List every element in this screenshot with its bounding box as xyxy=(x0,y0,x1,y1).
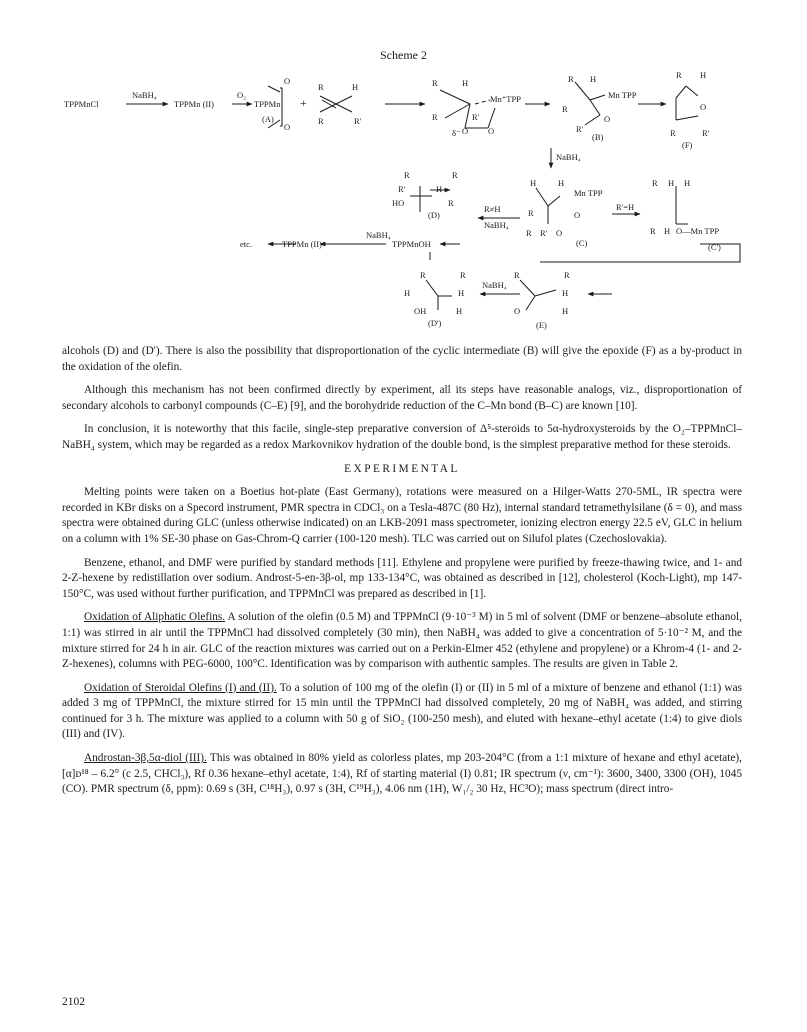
h-label: H xyxy=(558,178,565,188)
e-label: (E) xyxy=(536,320,547,330)
paragraph: Benzene, ethanol, and DMF were purified by standard methods [11]. Ethylene and propylene were purified by freeze-thawing twice, and 1- and 2-Z-hexene by redistillation over sodium. Androst-5-en-3β-ol, mp 133-134°C, was obtained as described in [12], cholesterol (Koch-Light), mp 147-150°C, was used without further purification, and TPPMnCl was prepared as described in [1]. xyxy=(62,556,742,600)
paragraph: In conclusion, it is noteworthy that this facile, single-step preparative conversion of Δ⁵-steroids to 5α-hydroxysteroids by the O₂–TPPMnCl–NaBH₄ system, which may be regarded as a redox Markovnikov hydration of the double bond, is the simplest preparative method for these steroids. xyxy=(62,423,742,451)
h-label: H xyxy=(456,306,463,316)
r-prime-eq-h-label: R'=H xyxy=(616,202,635,212)
h-label: H xyxy=(664,226,671,236)
r-prime-label: R' xyxy=(540,228,548,238)
paragraph xyxy=(62,681,742,743)
b-label: (B) xyxy=(592,132,604,142)
r-label: R xyxy=(448,198,454,208)
r-label: R xyxy=(562,104,568,114)
r-label: R xyxy=(432,112,438,122)
paragraph: Although this mechanism has not been confirmed directly by experiment, all its steps have reasonable analogs, viz., disproportionation of secondary alcohols to carbonyl compounds (C–E) [9], and the borohydride reduction of the C–Mn bond (B–C) are known [10]. xyxy=(62,384,742,412)
article-body xyxy=(62,344,742,806)
o-label: O xyxy=(462,126,469,136)
oh-label: OH xyxy=(414,306,427,316)
delta-minus-label: δ⁻ xyxy=(452,128,461,138)
h-label: H xyxy=(684,178,691,188)
etc-label: etc. xyxy=(240,239,253,249)
paragraph: alcohols (D) and (D'). There is also the possibility that disproportionation of the cyclic intermediate (B) will give the epoxide (F) as a by-product in the oxidation of the olefin. xyxy=(62,345,742,373)
r-label: R xyxy=(404,170,410,180)
r-label: R xyxy=(652,178,658,188)
mn-tpp-label: Mn TPP xyxy=(574,188,603,198)
reaction-scheme-diagram xyxy=(0,0,807,340)
o-label: O xyxy=(574,210,581,220)
r-prime-label: R' xyxy=(702,128,710,138)
r-prime-label: R' xyxy=(472,112,480,122)
paragraph-text: To a solution of 100 mg of the olefin (I) or (II) in 5 ml of a mixture of benzene and ethanol (1:1) was added 3 mg of TPPMnCl, the mixture stirred for 15 min until the TPPMnCl had dissolved completely, 20 mg of NaBH₄ was added, and stirring continued for 3 h. The mixture was applied to a column with 50 g of SiO₂ (100-250 mesh), and eluted with hexane–ethyl acetate (1:4) to give diols (III) and (IV). xyxy=(62,681,742,741)
r-prime-label: R' xyxy=(354,116,362,126)
paragraph xyxy=(62,610,742,672)
nabh4-label: NaBH₄ xyxy=(482,280,507,290)
section-heading-experimental: EXPERIMENTAL xyxy=(344,462,460,475)
subsection-heading: Oxidation of Steroidal Olefins (I) and (II). xyxy=(84,681,277,694)
d-prime-label: (D') xyxy=(428,318,442,328)
h-label: H xyxy=(668,178,675,188)
r-label: R xyxy=(564,270,570,280)
tppmncl-label: TPPMnCl xyxy=(64,99,99,109)
o-label: O xyxy=(700,102,707,112)
scheme-title: Scheme 2 xyxy=(380,48,427,62)
o-label: O xyxy=(488,126,495,136)
r-label: R xyxy=(452,170,458,180)
nabh4-label: NaBH₄ xyxy=(484,220,509,230)
r-label: R xyxy=(318,116,324,126)
r-prime-label: R' xyxy=(576,124,584,134)
mn-tpp-plus-label: Mn⁺TPP xyxy=(490,94,521,104)
o-label: O xyxy=(556,228,563,238)
subsection-heading: Oxidation of Aliphatic Olefins. xyxy=(84,611,226,624)
h-label: H xyxy=(436,184,443,194)
o-label: O xyxy=(514,306,521,316)
paragraph xyxy=(62,751,742,798)
r-label: R xyxy=(460,270,466,280)
r-prime-label: R' xyxy=(398,184,406,194)
mn-tpp-label: Mn TPP xyxy=(608,90,637,100)
o2-label: O₂ xyxy=(237,90,247,100)
o-label: O xyxy=(284,122,291,132)
nabh4-label: NaBH₄ xyxy=(556,152,581,162)
tppmn-label: TPPMn xyxy=(254,99,281,109)
tppmn-ii-label: TPPMn (II) xyxy=(174,99,214,109)
r-label: R xyxy=(514,270,520,280)
r-label: R xyxy=(318,82,324,92)
o-mn-tpp-label: O—Mn TPP xyxy=(676,226,720,236)
paragraph-text: This was obtained in 80% yield as colorless plates, mp 203-204°C (from a 1:1 mixture of hexane and ethyl acetate), [α]ᴅ¹⁸ – 6.2° (c 2.5, CHCl₃), Rf 0.36 hexane–ethyl acetate, 1:4), Rf of starting material (I) 0.81; IR spectrum (ν, cm⁻¹): 3600, 3400, 3300 (OH), 1045 (CO). PMR spectrum (δ, ppm): 0.69 s (3H, C¹⁸H₃), 0.97 s (3H, C¹⁹H₃), 4.06 nm (1H), W₁/₂ 30 Hz, HC³O); mass spectrum (direct intro- xyxy=(62,752,742,796)
plus-sign: + xyxy=(300,96,307,110)
nabh4-label: NaBH₄ xyxy=(132,90,157,100)
r-label: R xyxy=(568,74,574,84)
r-label: R xyxy=(420,270,426,280)
r-label: R xyxy=(432,78,438,88)
paragraph-text: A solution of the olefin (0.5 M) and TPPMnCl (9·10⁻³ M) in 5 ml of solvent (DMF or benzene–absolute ethanol, 1:1) was stirred in air until the TPPMnCl had dissolved completely (30 min), then NaBH₄ was added to give a concentration of 5·10⁻² M, and the mixture stirred for 24 h in air. GLC of the reaction mixtures was carried out on a Perkin-Elmer 452 (ethylene and propylene) or a Khrom-4 (1- and 2-Z-hexenes), columns with PEG-6000, 100°C. Identification was by comparison with authentic samples. The results are given in Table 2. xyxy=(62,611,742,671)
tppmnoh-label: TPPMnOH xyxy=(392,239,431,249)
h-label: H xyxy=(562,306,569,316)
page-number: 2102 xyxy=(62,996,85,1008)
c-prime-label: (C') xyxy=(708,242,721,252)
h-label: H xyxy=(404,288,411,298)
nabh4-label: NaBH₄ xyxy=(366,230,391,240)
h-label: H xyxy=(700,70,707,80)
h-label: H xyxy=(530,178,537,188)
a-label: (A) xyxy=(262,114,274,124)
d-label: (D) xyxy=(428,210,440,220)
f-label: (F) xyxy=(682,140,693,150)
r-label: R xyxy=(526,228,532,238)
h-label: H xyxy=(562,288,569,298)
r-label: R xyxy=(650,226,656,236)
h-label: H xyxy=(352,82,359,92)
ho-label: HO xyxy=(392,198,405,208)
r-label: R xyxy=(670,128,676,138)
r-label: R xyxy=(676,70,682,80)
o-label: O xyxy=(604,114,611,124)
subsection-heading: Androstan-3β,5α-diol (III). xyxy=(84,752,207,765)
h-label: H xyxy=(590,74,597,84)
paragraph: Melting points were taken on a Boetius hot-plate (East Germany), rotations were measured on a Hilger-Watts 270-5ML, IR spectra were recorded in KBr disks on a Specord instrument, PMR spectra in CDCl₃ on a Tesla-487C (80 Hz), internal standard tetramethylsilane (δ = 0), and mass spectra were obtained during GLC (unless otherwise indicated) on an LKB-2091 mass spectrometer, ionizing electron energy 22.5 eV, GLC in helium on a column with 1% SE-30 phase on Gas-Chrom-Q carrier (100-120 mesh). TLC was carried out on Silufol plates (Czechoslovakia). xyxy=(62,486,742,545)
r-neq-h-label: R≠H xyxy=(484,204,501,214)
c-label: (C) xyxy=(576,238,588,248)
h-label: H xyxy=(462,78,469,88)
tppmn-ii-label: TPPMn (II) xyxy=(282,239,322,249)
h-label: H xyxy=(458,288,465,298)
r-label: R xyxy=(528,208,534,218)
o-label: O xyxy=(284,76,291,86)
